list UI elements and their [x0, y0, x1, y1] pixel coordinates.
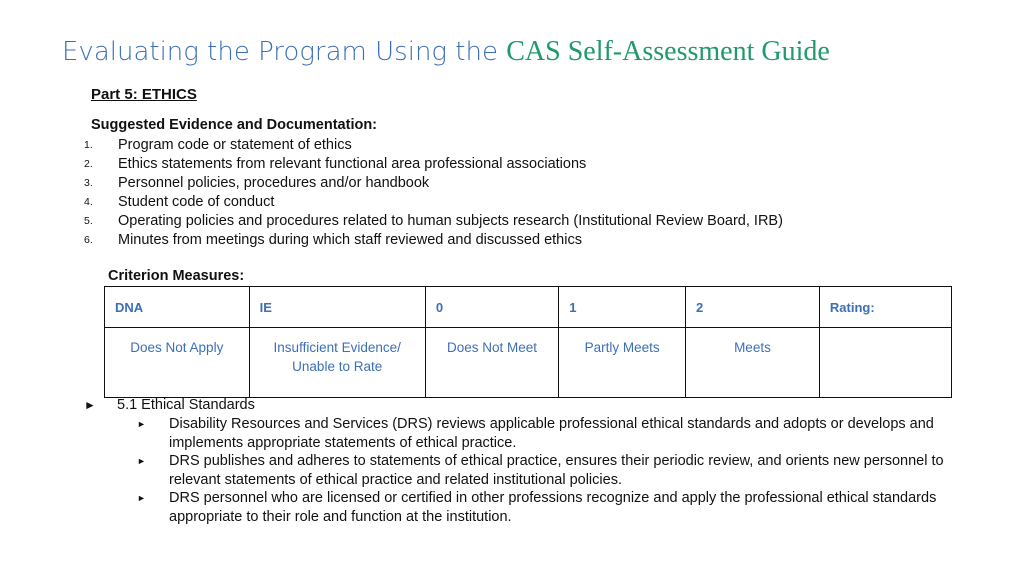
header-cell-dna: DNA: [105, 287, 250, 328]
header-cell-1: 1: [559, 287, 686, 328]
list-text: Ethics statements from relevant functional area professional associations: [118, 156, 587, 172]
header-cell-0: 0: [425, 287, 558, 328]
table-header-row: [105, 287, 952, 328]
header-cell-rating: Rating:: [819, 287, 951, 328]
standards-bullets: [134, 415, 974, 526]
triangle-bullet-icon: ►: [137, 456, 146, 466]
criterion-table: [104, 286, 952, 398]
description-cell-0: Does Not Meet: [425, 328, 558, 398]
list-text: Program code or statement of ethics: [118, 137, 352, 153]
description-cell-1: Partly Meets: [559, 328, 686, 398]
list-number: 1.: [84, 139, 93, 151]
triangle-bullet-icon: ►: [137, 493, 146, 503]
description-cell-ie: Insufficient Evidence/ Unable to Rate: [249, 328, 425, 398]
list-number: 4.: [84, 196, 93, 208]
description-cell-2: Meets: [685, 328, 819, 398]
slide-title: [62, 36, 830, 68]
bullet-text: DRS publishes and adheres to statements of ethical practice, ensures their periodic review, and orients new personnel to relevant statements of ethical practice and related institutional policies.: [169, 453, 944, 488]
header-cell-ie: IE: [249, 287, 425, 328]
arrow-bullet-icon: ►: [84, 398, 96, 412]
part-heading: Part 5: ETHICS: [91, 86, 197, 103]
list-number: 6.: [84, 234, 93, 246]
list-number: 3.: [84, 177, 93, 189]
list-text: Personnel policies, procedures and/or handbook: [118, 175, 430, 191]
triangle-bullet-icon: ►: [137, 419, 146, 429]
list-text: Student code of conduct: [118, 194, 275, 210]
title-prefix: Evaluating the Program Using the: [62, 37, 507, 67]
list-number: 2.: [84, 158, 93, 170]
evidence-heading: Suggested Evidence and Documentation:: [91, 117, 378, 133]
standards-section: [84, 396, 984, 526]
description-cell-dna: Does Not Apply: [105, 328, 250, 398]
bullet-text: Disability Resources and Services (DRS) reviews applicable professional ethical standards and adopts or develops and implements appropriate statements of ethical practice.: [169, 416, 934, 451]
list-text: Operating policies and procedures related to human subjects research (Institutional Review Board, IRB): [118, 213, 783, 229]
bullet-text: DRS personnel who are licensed or certified in other professions recognize and apply the professional ethical standards appropriate to their role and function at the institution.: [169, 490, 937, 525]
header-cell-2: 2: [685, 287, 819, 328]
title-emphasis: CAS Self-Assessment Guide: [506, 36, 830, 67]
criterion-heading: Criterion Measures:: [108, 268, 245, 284]
list-item: [134, 415, 974, 452]
list-text: Minutes from meetings during which staff reviewed and discussed ethics: [118, 232, 582, 248]
list-item: [134, 489, 974, 526]
list-item: [134, 452, 974, 489]
table-row: [105, 328, 952, 398]
list-number: 5.: [84, 215, 93, 227]
standards-heading: 5.1 Ethical Standards: [117, 397, 255, 413]
standards-heading-row: [84, 396, 984, 415]
rating-input-cell[interactable]: [819, 328, 951, 398]
